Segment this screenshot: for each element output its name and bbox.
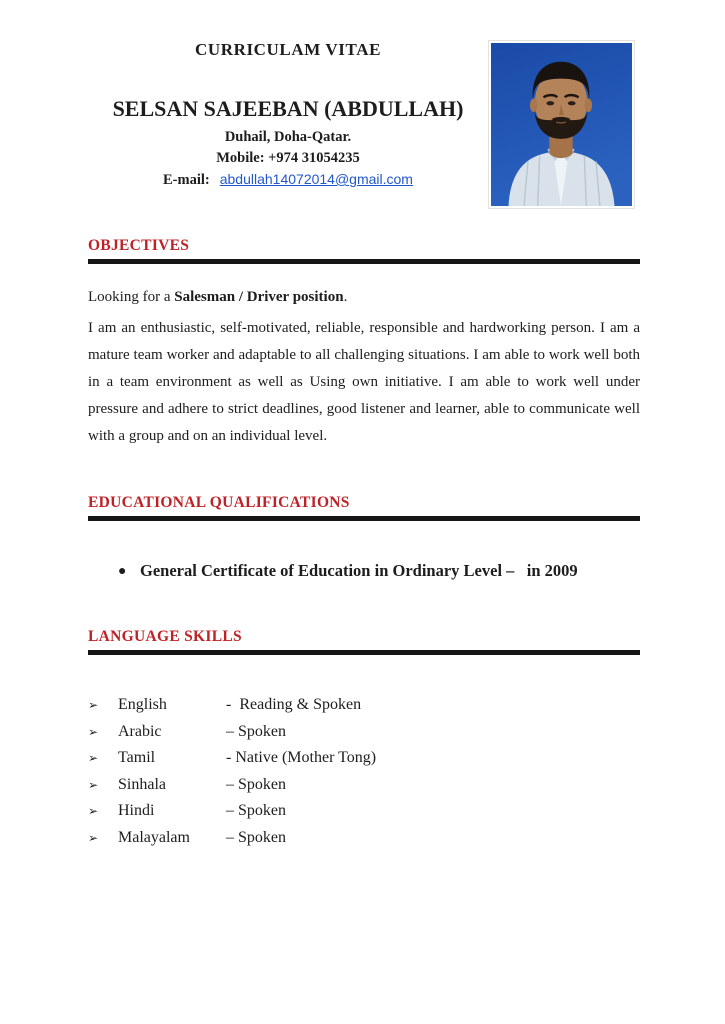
- bullet-icon: ●: [118, 564, 127, 579]
- intro-position: Salesman / Driver position: [174, 289, 344, 305]
- address-line: Duhail, Doha-Qatar.: [224, 129, 352, 145]
- email-link[interactable]: abdullah14072014@gmail.com: [219, 171, 413, 187]
- arrow-bullet-icon: ➢: [88, 804, 99, 818]
- language-row: [88, 723, 640, 741]
- arrow-bullet-icon: ➢: [88, 777, 99, 792]
- mobile-line: [88, 150, 488, 167]
- arrow-bullet-icon: ➢: [88, 724, 99, 739]
- language-row: [88, 802, 640, 820]
- section-divider: [88, 516, 640, 521]
- language-level: - Reading & Spoken: [226, 696, 362, 713]
- language-name: Hindi: [118, 802, 155, 819]
- language-name: Malayalam: [118, 828, 190, 846]
- languages-heading: LANGUAGE SKILLS: [88, 628, 242, 645]
- objective-paragraph: I am an enthusiastic, self-motivated, reliable, responsible and hardworking person. I am a mature team worker and adaptable to all challenging situations. I am able to work well both in a team environment as well as Using own initiative. I am able to work well under pressure and adhere to strict deadlines, good listener and learner, able to communicate well with a group and on an individual level.: [88, 320, 640, 444]
- language-level: – Spoken: [226, 775, 286, 793]
- objectives-heading: OBJECTIVES: [88, 237, 190, 254]
- language-name: Arabic: [118, 722, 162, 740]
- intro-suffix: .: [343, 289, 348, 305]
- mobile-number: +974 31054235: [268, 150, 360, 166]
- language-level: - Native (Mother Tong): [226, 749, 377, 766]
- language-level: – Spoken: [226, 828, 286, 846]
- email-label: E-mail:: [163, 172, 210, 188]
- education-item: [118, 561, 640, 581]
- education-section: [88, 494, 640, 581]
- education-list: [88, 561, 640, 581]
- language-name: Sinhala: [118, 775, 166, 793]
- arrow-bullet-icon: ➢: [88, 830, 99, 845]
- language-row: [88, 749, 640, 767]
- section-divider: [88, 650, 640, 655]
- language-row: [88, 776, 640, 794]
- email-line: [88, 171, 488, 189]
- arrow-bullet-icon: ➢: [88, 698, 99, 712]
- cv-header: [88, 30, 640, 209]
- language-row: [88, 829, 640, 847]
- objectives-section: [88, 237, 640, 450]
- portrait-illustration: [491, 43, 632, 206]
- language-row: [88, 696, 640, 714]
- document-title: CURRICULAM VITAE: [194, 40, 382, 59]
- language-level: – Spoken: [226, 722, 286, 740]
- education-heading: EDUCATIONAL QUALIFICATIONS: [88, 494, 350, 511]
- intro-prefix: Looking for a: [88, 289, 175, 305]
- languages-section: [88, 628, 640, 847]
- arrow-bullet-icon: ➢: [88, 751, 99, 765]
- section-divider: [88, 259, 640, 264]
- mobile-label: Mobile:: [216, 150, 265, 166]
- profile-photo: [488, 40, 635, 209]
- header-text-block: [88, 30, 488, 189]
- language-name: Tamil: [118, 749, 156, 766]
- education-item-text: General Certificate of Education in Ordinary Level – in 2009: [140, 561, 578, 580]
- language-list: [88, 696, 640, 847]
- language-name: English: [118, 696, 167, 713]
- objective-intro: [88, 289, 640, 306]
- person-name: SELSAN SAJEEBAN (ABDULLAH): [112, 96, 464, 121]
- language-level: – Spoken: [226, 802, 286, 819]
